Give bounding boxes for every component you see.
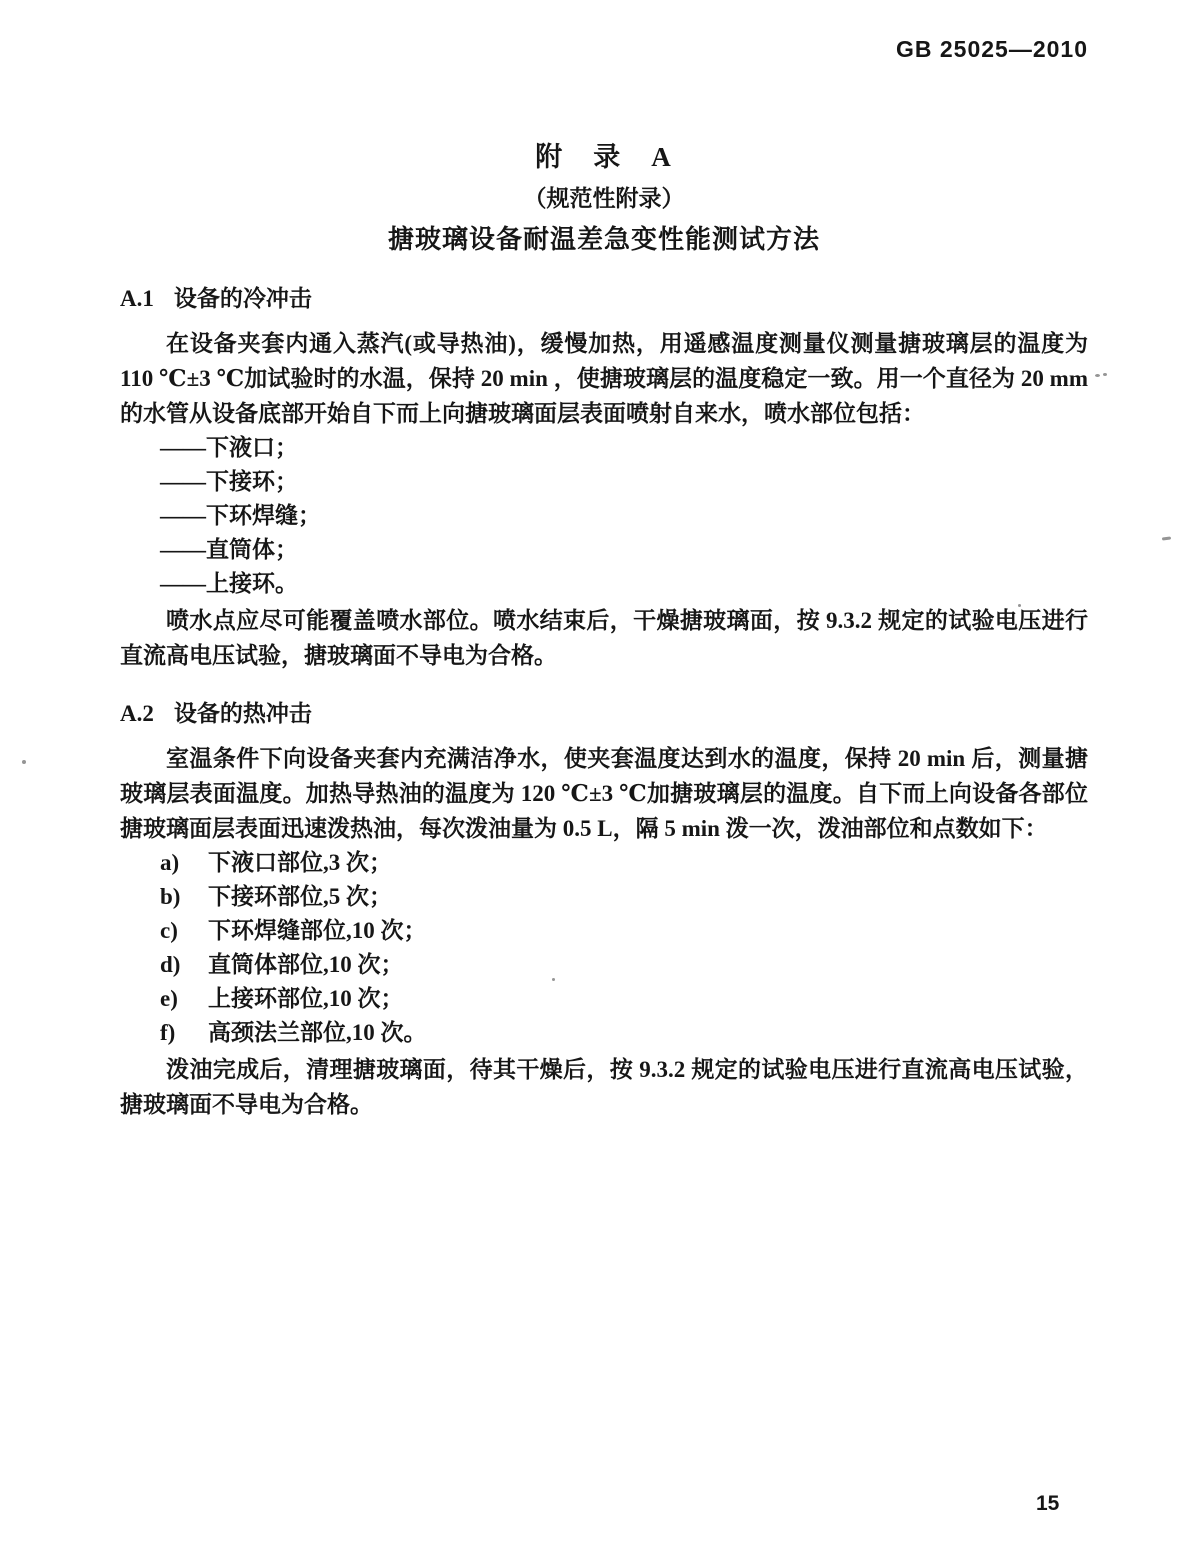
list-item: ——下接环； (160, 469, 298, 494)
list-item-text: 下环焊缝部位,10 次； (208, 918, 427, 943)
scan-speck (552, 978, 555, 981)
section-a1-number: A.1 (120, 286, 154, 311)
section-a2-result-paragraph: 泼油完成后，清理搪玻璃面，待其干燥后，按 9.3.2 规定的试验电压进行直流高电压试验，搪玻璃面不导电为合格。 (120, 1057, 1088, 1117)
list-item-text: 下接环部位,5 次； (208, 884, 392, 909)
spray-position-list (120, 431, 1088, 601)
list-item-label: b) (160, 884, 181, 909)
list-item-label: c) (160, 918, 178, 943)
list-item-text: 下液口部位,3 次； (208, 850, 392, 875)
list-item (120, 880, 1088, 914)
list-item (120, 1016, 1088, 1050)
section-a2-intro-paragraph: 室温条件下向设备夹套内充满洁净水，使夹套温度达到水的温度，保持 20 min 后，测量搪玻璃层表面温度。加热导热油的温度为 120 ℃±3 ℃加搪玻璃层的温度。自下而上向设备各部位搪玻璃面层表面迅速泼热油，每次泼油量为 0.5 L，隔 5 min 泼一次，泼油部位和点数如下： (120, 746, 1088, 841)
appendix-title-block (120, 138, 1088, 258)
page-number: 15 (1036, 1492, 1060, 1515)
scan-speck (1103, 373, 1107, 376)
list-item-label: d) (160, 952, 181, 977)
list-item-text: 高颈法兰部位,10 次。 (208, 1020, 427, 1045)
standard-code-header: GB 25025—2010 (895, 36, 1088, 62)
appendix-type-note: （规范性附录） (523, 186, 685, 211)
section-a2-number: A.2 (120, 701, 154, 726)
scan-speck (22, 760, 26, 764)
section-a1-result-paragraph: 喷水点应尽可能覆盖喷水部位。喷水结束后，干燥搪玻璃面，按 9.3.2 规定的试验电压进行直流高电压试验，搪玻璃面不导电为合格。 (120, 608, 1088, 668)
list-item (120, 846, 1088, 880)
list-item (120, 982, 1088, 1016)
section-a2-title: 设备的热冲击 (173, 701, 312, 726)
list-item-label: a) (160, 850, 180, 875)
section-a2-heading (120, 699, 1088, 729)
list-item (120, 914, 1088, 948)
section-a1-intro-paragraph: 在设备夹套内通入蒸汽(或导热油)，缓慢加热，用遥感温度测量仪测量搪玻璃层的温度为 110 ℃±3 ℃加试验时的水温，保持 20 min ，使搪玻璃层的温度稳定一致。用一个直径为 20 mm 的水管从设备底部开始自下而上向搪玻璃面层表面喷射自来水，喷水部位包括： (120, 331, 1088, 426)
scan-speck (1095, 374, 1100, 377)
list-item-text: 直筒体部位,10 次； (208, 952, 404, 977)
section-a1-heading (120, 284, 1088, 314)
appendix-title: 搪玻璃设备耐温差急变性能测试方法 (387, 225, 820, 254)
list-item: ——下液口； (160, 435, 298, 460)
list-item: ——下环焊缝； (160, 503, 321, 528)
list-item-text: 上接环部位,10 次； (208, 986, 404, 1011)
appendix-label: 附 录 A (535, 142, 673, 172)
section-a1-title: 设备的冷冲击 (173, 286, 312, 311)
list-item: ——直筒体； (160, 537, 298, 562)
list-item-label: f) (160, 1020, 176, 1045)
list-item-label: e) (160, 986, 178, 1011)
oil-position-list (120, 846, 1088, 1050)
scan-speck (1018, 604, 1021, 607)
list-item: ——上接环。 (160, 571, 298, 596)
list-item (120, 948, 1088, 982)
